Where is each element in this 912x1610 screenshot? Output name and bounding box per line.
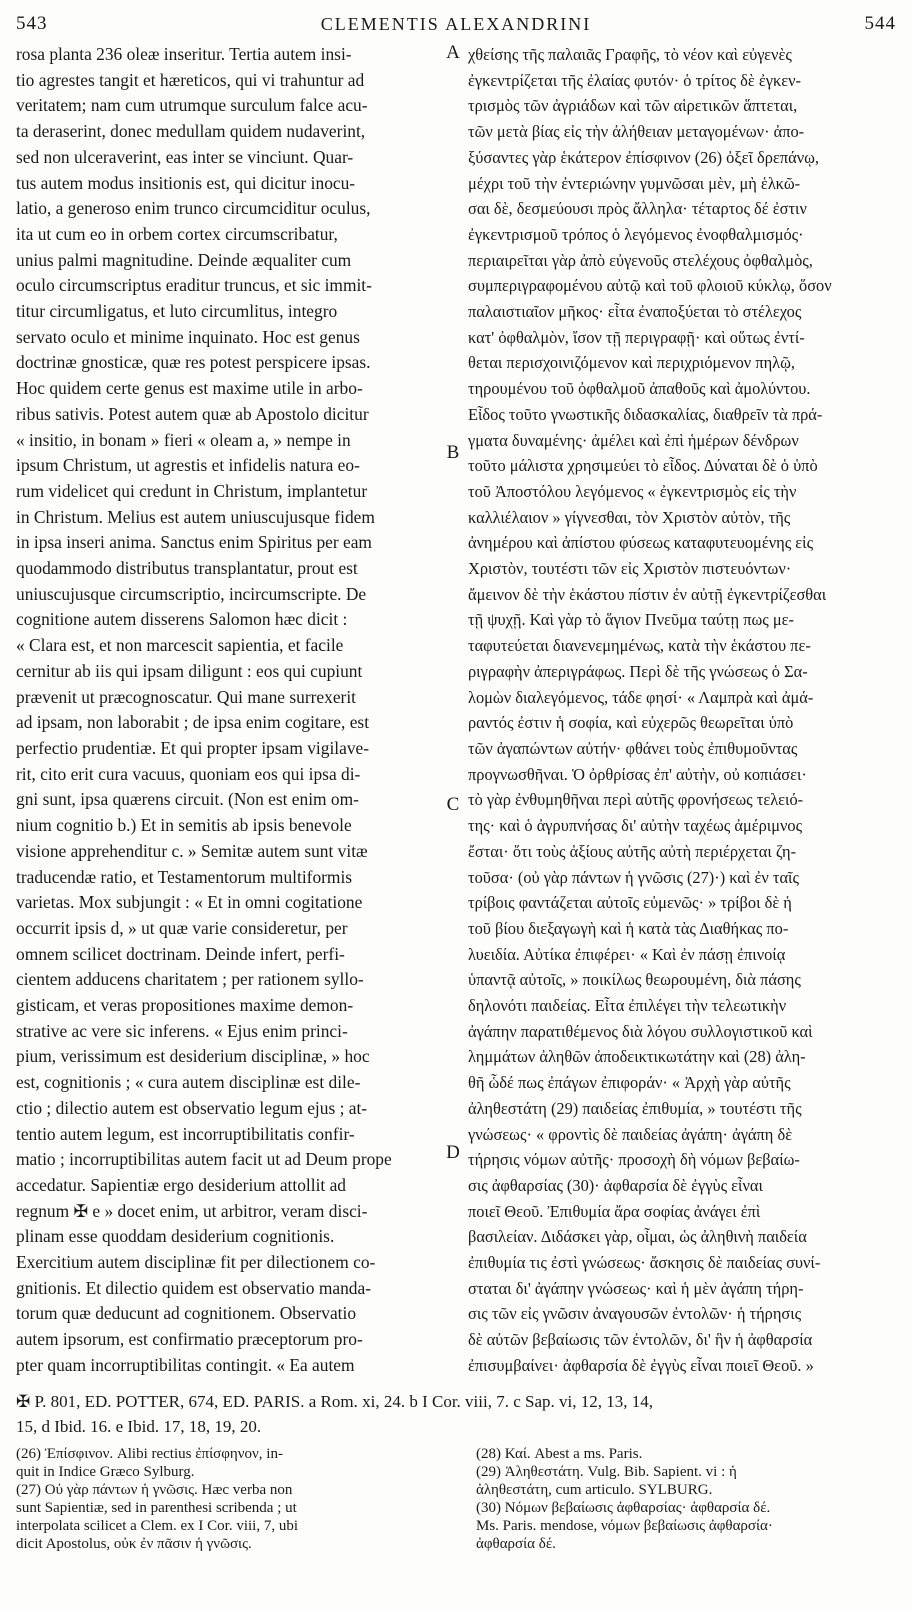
latin-text-line: pium, verissimum est desiderium disciplinæ, » hoc — [16, 1046, 370, 1067]
latin-text-line: tentio autem legum, est incorruptibilitatis confir- — [16, 1123, 355, 1144]
two-column-body — [16, 42, 896, 1379]
latin-text-line: ctio ; dilectio autem est observatio legum ejus ; at- — [16, 1097, 368, 1118]
greek-text-line: τοῦτο μάλιστα χρησιμεύει τὸ εἶδος. Δύναται δὲ ὁ ὑπὸ — [468, 456, 818, 476]
right-page-number: 544 — [864, 13, 896, 34]
greek-text-line: τοῦ Ἀποστόλου λεγόμενος « ἐγκεντρισμὸς εἰς τὴν — [468, 481, 797, 501]
greek-text-line: τρίβοις φαντάζεται αὐτοῖς εὐμενῶς· » τρίβοι δὲ ἡ — [468, 893, 792, 913]
greek-text-line: θεται περισχοινιζόμενον καὶ περιχριόμενον πηλῷ, — [468, 353, 795, 373]
latin-column — [16, 42, 444, 1379]
greek-text-line: θῆ ὧδέ πως ἐπάγων ἐπιφοράν· « Ἀρχὴ γὰρ αὐτῆς — [468, 1073, 791, 1093]
greek-text-line: καλλιέλαιον » γίγνεσθαι, τὸν Χριστὸν αὐτὸν, τῆς — [468, 507, 791, 527]
greek-text-line: σαι δὲ, δεσμεύουσι πρὸς ἄλληλα· τέταρτος δέ ἐστιν — [468, 199, 807, 219]
greek-text-line: λημμάτων ἀληθῶν ἀποδεικτικωτάτην καὶ (28) ἀλη- — [468, 1047, 806, 1067]
footnote-line: (30) Νόμων βεβαίωσις ἀφθαρσίας· ἀφθαρσία δέ. — [476, 1499, 771, 1516]
greek-text-line: τῇ ψυχῇ. Καὶ γὰρ τὸ ἅγιον Πνεῦμα ταύτῃ πως με- — [468, 610, 794, 630]
latin-text-line: doctrinæ gnosticæ, quæ res potest perspicere ipsas. — [16, 352, 371, 373]
latin-text-line: rosa planta 236 oleæ inseritur. Tertia autem insi- — [16, 44, 352, 64]
greek-text-line: ριγραφὴν ἀπεριγράφως. Περὶ δὲ τῆς γνώσεως ὁ Σα- — [468, 661, 808, 681]
latin-text-line: varietas. Mox subjungit : « Et in omni cogitatione — [16, 892, 363, 913]
latin-text-line: « Clara est, et non marcescit sapientia, et facile — [16, 635, 344, 656]
latin-text-line: est, cognitionis ; « cura autem disciplinæ est dile- — [16, 1072, 361, 1093]
latin-text-line: in ipsa inseri anima. Sanctus enim Spiritus per eam — [16, 532, 372, 553]
greek-text-line: σις τῶν εἰς γνῶσιν ἀναγουσῶν ἐντολῶν· ἡ τήρησις — [468, 1304, 802, 1324]
latin-text-line: Exercitium autem disciplinæ fit per dilectionem co- — [16, 1252, 376, 1273]
footnotes-left — [16, 1445, 476, 1553]
latin-text-line: pter quam incorruptibilitas contingit. « Ea autem — [16, 1354, 355, 1375]
greek-text-line: ὑπαντᾷ αὐτοῖς, » ποικίλως θεωρουμένη, διὰ πάσης — [468, 970, 801, 990]
latin-text-line: Hoc quidem certe genus est maxime utile in arbo- — [16, 378, 363, 399]
latin-text-line: rit, cito erit cura vacuus, quoniam eos qui ipsa di- — [16, 763, 361, 784]
latin-text-line: ad ipsam, non laborabit ; de ipsa enim cogitare, est — [16, 712, 370, 733]
greek-text-line: ἀγάπην παρατιθέμενος διὰ λόγου συλλογιστικοῦ καὶ — [468, 1021, 813, 1041]
greek-text-line: μέχρι τοῦ τὴν ἐντεριώνην γυμνῶσαι μὲν, μὴ ἑλκῶ- — [468, 173, 801, 193]
greek-text-line: ταφυτεύεται διανενεμημένως, κατὰ τὴν ἑκάστου πε- — [468, 636, 811, 656]
running-title: CLEMENTIS ALEXANDRINI — [320, 13, 592, 34]
latin-text-line: strative ac vere sic inferens. « Ejus enim princi- — [16, 1020, 348, 1041]
page-header — [16, 8, 896, 40]
latin-text-line: prævenit ut præcognoscatur. Qui mane surrexerit — [16, 686, 356, 707]
greek-text-line: δηλονότι παιδείας. Εἶτα ἐπιλέγει τὴν τελεωτικὴν — [468, 996, 787, 1016]
latin-text-line: matio ; incorruptibilitas autem facit ut ad Deum prope — [16, 1149, 392, 1170]
latin-text-line: latio, a generoso enim trunco circumciditur oculus, — [16, 198, 371, 219]
latin-text-line: veritatem; nam cum utrumque surculum falce acu- — [16, 95, 368, 116]
greek-text-line: προγνωσθῆναι. Ὁ ὀρθρίσας ἐπ' αὐτὴν, οὐ κοπιάσει· — [468, 764, 807, 784]
greek-text-line: ἐγκεντρίζεται τῆς ἐλαίας φυτόν· ὁ τρίτος δὲ ἐγκεν- — [468, 70, 801, 90]
greek-text-line: ξύσαντες γὰρ ἑκάτερον ἐπίσφινον (26) ὀξεῖ δρεπάνῳ, — [468, 147, 819, 167]
greek-text-line: τοῦσα· (οὐ γὰρ πάντων ἡ γνῶσις (27)·) καὶ ἐν ταῖς — [468, 867, 799, 887]
latin-text-line: gisticam, et veras propositiones maxime demon- — [16, 995, 354, 1016]
greek-text-line: της· καὶ ὁ ἀγρυπνήσας δι' αὐτὴν ταχέως ἀμέριμνος — [468, 816, 803, 836]
latin-text-line: ipsum Christum, ut agrestis et infidelis natura eo- — [16, 455, 360, 476]
greek-text-line: τήρησις νόμων αὐτῆς· προσοχὴ δὴ νόμων βεβαίω- — [468, 1150, 800, 1170]
latin-text-line: accedatur. Sapientiæ ergo desiderium attollit ad — [16, 1174, 347, 1195]
latin-text-line: oculo circumscriptus eraditur truncus, et sic immit- — [16, 275, 372, 296]
footnote-line: interpolata scilicet a Clem. ex I Cor. viii, 7, ubi — [16, 1517, 299, 1534]
greek-text-line: ἐγκεντρισμοῦ τρόπος ὁ λεγόμενος ἐνοφθαλμισμός· — [468, 224, 804, 244]
latin-text-line: cientem adducens charitatem ; per rationem syllo- — [16, 969, 364, 990]
footnote-line: ἀφθαρσία δέ. — [476, 1535, 556, 1552]
greek-text-line: τῶν μετὰ βίας εἰς τὴν ἀλήθειαν μεταγομένων· ἀπο- — [468, 122, 805, 142]
greek-text-line: συμπεριγραφομένου αὐτῷ καὶ τοῦ φλοιοῦ κύκλῳ, ὅσον — [468, 276, 832, 296]
latin-text-line: ribus sativis. Potest autem quæ ab Apostolo dicitur — [16, 403, 369, 424]
greek-text-line: δὲ αὐτῶν βεβαίωσις τῶν ἐντολῶν, δι' ἣν ἡ ἀφθαρσία — [468, 1330, 813, 1350]
greek-text-line: ραντός ἐστιν ἡ σοφία, καὶ εὐχερῶς θεωρεῖται ὑπὸ — [468, 713, 794, 733]
footnote-line: (26) Ἐπίσφινον. Alibi rectius ἐπίσφηνον, in- — [16, 1445, 283, 1462]
greek-text-line: λομὼν διαλεγόμενος, τάδε φησί· « Λαμπρὰ καὶ ἀμά- — [468, 687, 814, 707]
latin-text-line: « insitio, in bonam » fieri « oleam a, » nempe in — [16, 429, 351, 450]
latin-text-line: in Christum. Melius est autem uniuscujusque fidem — [16, 506, 375, 527]
left-page-number: 543 — [16, 13, 48, 34]
greek-text-line: ἐπιθυμία τις ἐστὶ γνώσεως· ἄσκησις δὲ παιδείας συνί- — [468, 1253, 821, 1273]
latin-text-line: torum quæ deducunt ad cognitionem. Observatio — [16, 1303, 357, 1324]
reference-line: ✠ P. 801, ED. POTTER, 674, ED. PARIS. a Rom. xi, 24. b I Cor. viii, 7. c Sap. vi, 12, 13, 14, — [16, 1391, 653, 1411]
latin-text-line: omnem scilicet doctrinam. Deinde infert, perfi- — [16, 943, 345, 964]
greek-text-line: χθείσης τῆς παλαιᾶς Γραφῆς, τὸ νέον καὶ εὐγενὲς — [468, 45, 792, 64]
greek-text-line: παλαιστιαῖον μῆκος· εἶτα ἐναποξύεται τὸ στέλεχος — [468, 302, 802, 322]
greek-text-line: ἐπισυμβαίνει· ἀφθαρσία δὲ ἐγγὺς εἶναι ποιεῖ Θεοῦ. » — [468, 1355, 814, 1375]
greek-text-line: σταται δι' ἀγάπην γνώσεως· καὶ ἡ μὲν ἀγάπη τήρη- — [468, 1278, 804, 1298]
latin-text-line: nium cognitio b.) Et in semitis ab ipsis benevole — [16, 815, 352, 836]
footnote-line: (29) Ἀληθεστάτη. Vulg. Bib. Sapient. vi : ἡ — [476, 1463, 737, 1480]
latin-text-line: gnitionis. Et dilectio quidem est observatio manda- — [16, 1277, 371, 1298]
greek-text-line: Χριστὸν, τουτέστι τῶν εἰς Χριστὸν πιστευόντων· — [468, 559, 792, 579]
section-marker-c: C — [446, 794, 460, 815]
page — [16, 8, 896, 1553]
latin-text-line: perfectio prudentiæ. Et qui propter ipsam vigilave- — [16, 737, 370, 758]
greek-text-line: περιαιρεῖται γὰρ ἀπὸ εὐγενοῦς στελέχους ὀφθαλμὸς, — [468, 250, 813, 270]
greek-text-line: τηρουμένου τοῦ ὀφθαλμοῦ ἀπαθοῦς καὶ ἀμολύντου. — [468, 379, 811, 399]
latin-text-line: sed non ulceraverint, eas inter se vinciunt. Quar- — [16, 146, 354, 167]
greek-text-line: τοῦ βίου διεξαγωγὴ καὶ ἡ κατὰ τὰς Διαθήκας πο- — [468, 918, 789, 938]
greek-text-line: τρισμὸς τῶν ἀγριάδων καὶ τῶν αἱρετικῶν ἅπτεται, — [468, 96, 798, 116]
latin-text-line: uniuscujusque circumscriptio, incircumscripte. De — [16, 583, 367, 604]
latin-text-line: servato oculo et minime inquinato. Hoc est genus — [16, 326, 360, 347]
latin-text-line: autem ipsorum, est confirmatio præceptorum pro- — [16, 1329, 363, 1350]
latin-text-line: titur circumligatus, et luto circumlitus, integro — [16, 301, 338, 322]
greek-text-line: Εἶδος τοῦτο γνωστικῆς διδασκαλίας, διαθρεῖν τὰ πρά- — [468, 404, 823, 424]
scripture-references — [16, 1389, 896, 1439]
latin-text-line: ita ut cum eo in orbem cortex circumscribatur, — [16, 223, 338, 244]
greek-text-line: γματα δυναμένης· ἀμέλει καὶ ἐπὶ ἡμέρων δένδρων — [468, 430, 799, 450]
section-marker-a: A — [446, 42, 460, 63]
reference-line: 15, d Ibid. 16. e Ibid. 17, 18, 19, 20. — [16, 1416, 262, 1436]
latin-text-line: occurrit ipsis d, » ut quæ varie consideretur, per — [16, 917, 348, 938]
footnotes-right — [476, 1445, 896, 1553]
footnote-line: quit in Indice Græco Sylburg. — [16, 1463, 195, 1480]
greek-text-line: λυειδία. Αὐτίκα ἐπιφέρει· « Καὶ ἐν πάσῃ ἐπινοίᾳ — [468, 944, 786, 964]
greek-text-line: γνώσεως· « φροντὶς δὲ παιδείας ἀγάπη· ἀγάπη δὲ — [468, 1124, 793, 1144]
latin-text-line: regnum ✠ e » docet enim, ut arbitror, veram disci- — [16, 1200, 368, 1221]
footnote-line: (28) Καί. Abest a ms. Paris. — [476, 1445, 643, 1462]
greek-text-line: ἄμεινον δὲ τὴν ἑκάστου πίστιν ἐν αὐτῇ ἐγκεντρίζεσθαι — [468, 584, 827, 604]
footnote-line: ἀληθεστάτη, cum articulo. SYLBURG. — [476, 1481, 713, 1498]
latin-text-line: traducendæ ratio, et Testamentorum multiformis — [16, 866, 353, 887]
latin-text-line: tus autem modus insitionis est, qui dicitur inocu- — [16, 172, 356, 193]
latin-text-line: gni sunt, ipsa quærens circuit. (Non est enim om- — [16, 789, 359, 810]
latin-text-line: unius palmi magnitudine. Deinde æqualiter cum — [16, 249, 352, 270]
latin-text-line: cognitione autem disserens Salomon hæc dicit : — [16, 609, 348, 630]
latin-text-line: quodammodo distributus transplantatur, prout est — [16, 558, 358, 579]
greek-text-line: τὸ γὰρ ἐνθυμηθῆναι περὶ αὐτῆς φρονήσεως τελειό- — [468, 790, 804, 810]
latin-text-line: cernitur ab iis qui ipsam diligunt : eos qui cupiunt — [16, 660, 363, 681]
greek-text-line: βασιλείαν. Διδάσκει γὰρ, οἶμαι, ὡς ἀληθινὴ παιδεία — [468, 1227, 807, 1247]
footnote-line: dicit Apostolus, οὐκ ἐν πᾶσιν ἡ γνῶσις. — [16, 1535, 252, 1552]
latin-text-line: tio agrestes tangit et hæreticos, qui vi trahuntur ad — [16, 69, 365, 90]
section-marker-b: B — [446, 442, 460, 463]
greek-column — [444, 42, 896, 1379]
greek-text-line: ἀληθεστάτη (29) παιδείας ἐπιθυμία, » τουτέστι τῆς — [468, 1098, 802, 1118]
greek-text-line: τῶν ἀγαπώντων αὐτήν· φθάνει τοὺς ἐπιθυμοῦντας — [468, 738, 798, 758]
greek-text-line: ἔσται· ὅτι τοὺς ἀξίους αὐτῆς αὐτὴ περιέρχεται ζη- — [468, 841, 797, 861]
footnote-line: Ms. Paris. mendose, νόμων βεβαίωσις ἀφθαρσία· — [476, 1517, 773, 1534]
greek-text-line: ποιεῖ Θεοῦ. Ἐπιθυμία ἄρα σοφίας ἀνάγει ἐπὶ — [468, 1201, 761, 1221]
greek-text-line: κατ' ὀφθαλμὸν, ἴσον τῇ περιγραφῇ· καὶ οὕτως ἐντί- — [468, 327, 805, 347]
section-marker-d: D — [446, 1142, 460, 1163]
latin-text-line: plinam esse quoddam desiderium cognitionis. — [16, 1226, 335, 1247]
greek-text-line: σις ἀφθαρσίας (30)· ἀφθαρσία δὲ ἐγγὺς εἶναι — [468, 1175, 763, 1195]
latin-text-line: rum videlicet qui credunt in Christum, implantetur — [16, 480, 368, 501]
latin-text-line: ta deraserint, donec medullam quidem nudaverint, — [16, 121, 366, 142]
footnote-line: (27) Οὐ γὰρ πάντων ἡ γνῶσις. Hæc verba non — [16, 1481, 293, 1498]
greek-text-line: ἀνημέρου καὶ ἀπίστου φύσεως καταφυτευομένης εἰς — [468, 533, 814, 553]
footnotes — [16, 1445, 896, 1553]
footnote-line: sunt Sapientiæ, sed in parenthesi scribenda ; ut — [16, 1499, 297, 1516]
latin-text-line: visione apprehenditur c. » Semitæ autem sunt vitæ — [16, 840, 368, 861]
